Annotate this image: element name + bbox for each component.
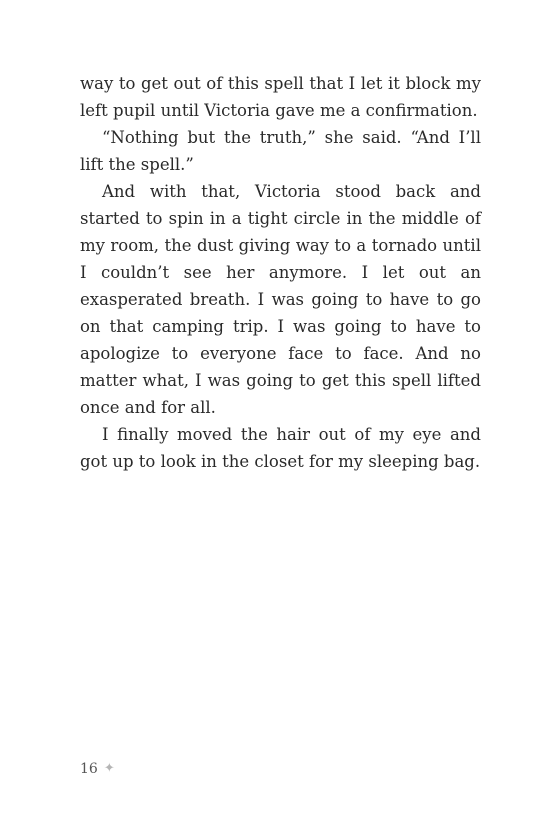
paragraph-1: way to get out of this spell that I let it block my left pupil until Victoria gave me a confirmation. bbox=[80, 74, 481, 120]
body-text bbox=[80, 70, 481, 475]
page-footer bbox=[80, 760, 115, 778]
paragraph-4: I finally moved the hair out of my eye and got up to look in the closet for my sleeping bag. bbox=[80, 425, 481, 471]
star-ornament-icon: ✦ bbox=[103, 761, 115, 776]
paragraph-2: “Nothing but the truth,” she said. “And I’ll lift the spell.” bbox=[80, 128, 481, 174]
paragraph-3: And with that, Victoria stood back and started to spin in a tight circle in the middle of my room, the dust giving way to a tornado until I couldn’t see her anymore. I let out an exasperated breath. I was going to have to go on that camping trip. I was going to have to apologize to everyone face to face. And no matter what, I was going to get this spell lifted once and for all. bbox=[80, 182, 481, 417]
page-number: 16 bbox=[80, 761, 98, 777]
